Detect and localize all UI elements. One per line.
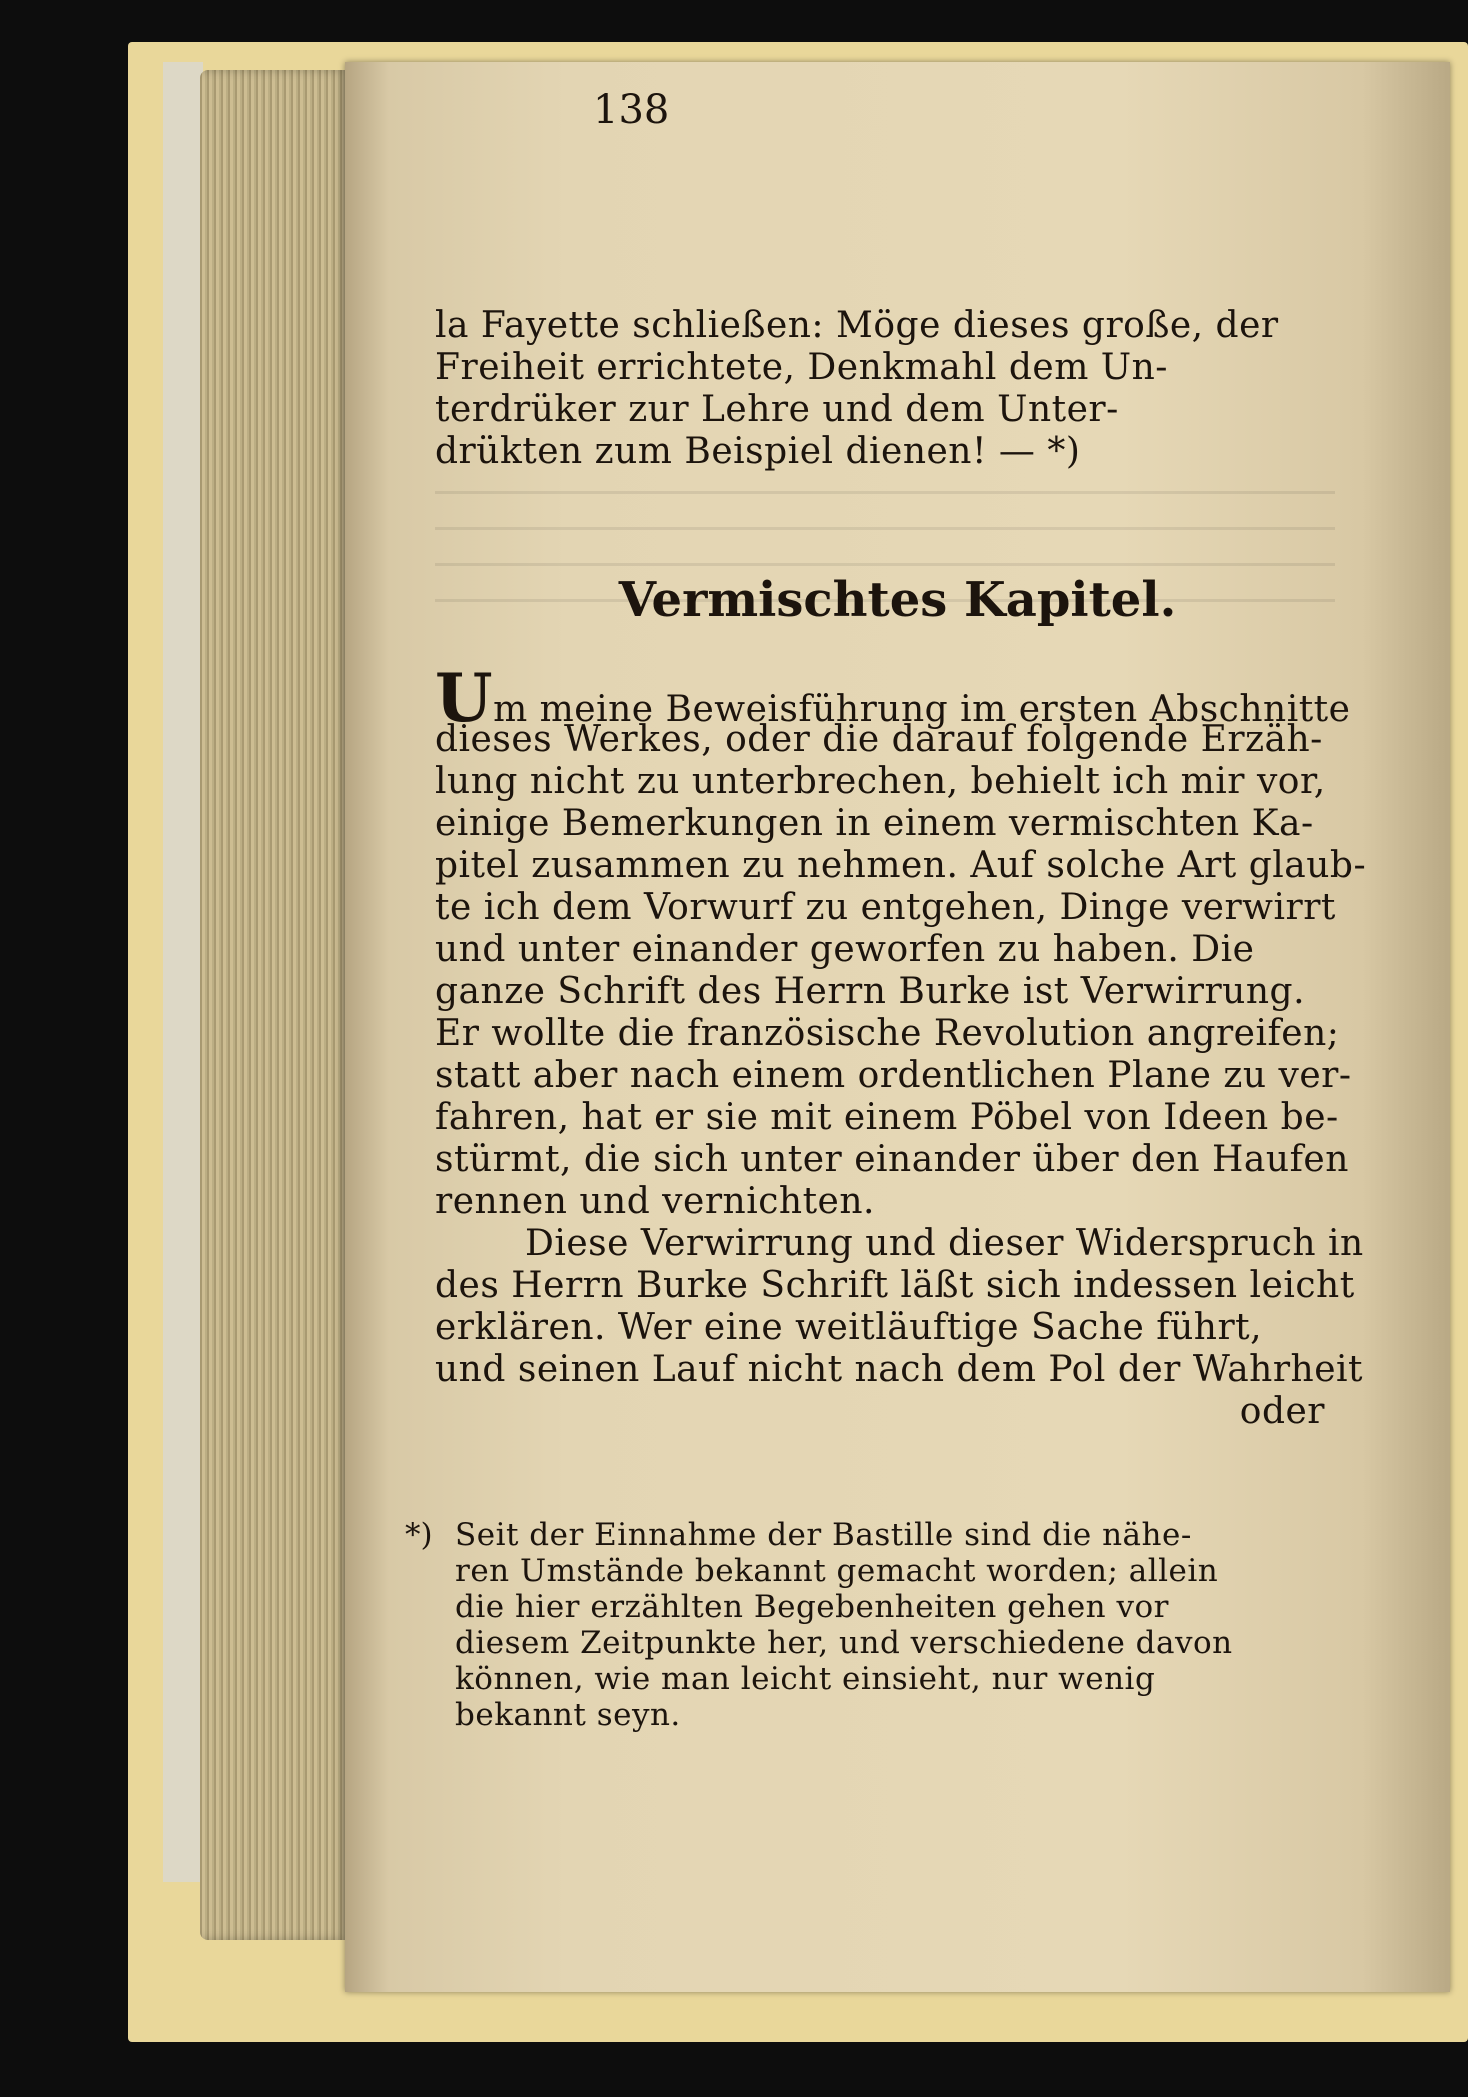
book-page bbox=[345, 62, 1450, 1992]
text-line: Diese Verwirrung und dieser Widerspruch in bbox=[525, 1223, 1364, 1264]
footnote-line: die hier erzählten Begebenheiten gehen vor bbox=[455, 1589, 1169, 1625]
footnote-line: ren Umstände bekannt gemacht worden; allein bbox=[455, 1553, 1219, 1589]
text-line: und seinen Lauf nicht nach dem Pol der Wahrheit bbox=[435, 1349, 1364, 1390]
body-text bbox=[435, 659, 1367, 1433]
text-line: Freiheit errichtete, Denkmahl dem Un- bbox=[435, 347, 1168, 388]
text-line: einige Bemerkungen in einem vermischten Ka- bbox=[435, 803, 1314, 844]
footnote-line: bekannt seyn. bbox=[455, 1697, 681, 1733]
footnote-mark: *) bbox=[405, 1517, 433, 1553]
text-line: terdrüker zur Lehre und dem Unter- bbox=[435, 389, 1119, 430]
text-line: dieses Werkes, oder die darauf folgende Erzäh- bbox=[435, 719, 1323, 760]
page-edges bbox=[200, 70, 350, 1940]
footnote bbox=[455, 1517, 1325, 1733]
board-liner bbox=[163, 62, 203, 1882]
page-number: 138 bbox=[593, 87, 670, 133]
text-line: stürmt, die sich unter einander über den Haufen bbox=[435, 1139, 1349, 1180]
text-line: erklären. Wer eine weitläuftige Sache führt, bbox=[435, 1307, 1263, 1348]
text-line: ganze Schrift des Herrn Burke ist Verwirrung. bbox=[435, 971, 1306, 1012]
footnote-line: Seit der Einnahme der Bastille sind die nähe- bbox=[455, 1517, 1192, 1553]
text-line: statt aber nach einem ordentlichen Plane zu ver- bbox=[435, 1055, 1352, 1096]
text-line: pitel zusammen zu nehmen. Auf solche Art glaub- bbox=[435, 845, 1367, 886]
text-line: lung nicht zu unterbrechen, behielt ich mir vor, bbox=[435, 761, 1326, 802]
text-line-rest: m meine Beweisführung im ersten Abschnitte bbox=[493, 689, 1351, 730]
footnote-line: diesem Zeitpunkte her, und verschiedene davon bbox=[455, 1625, 1233, 1661]
text-line: rennen und vernichten. bbox=[435, 1181, 875, 1222]
text-line: drükten zum Beispiel dienen! — *) bbox=[435, 431, 1081, 472]
chapter-heading: Vermischtes Kapitel. bbox=[618, 572, 1177, 628]
catchword: oder bbox=[1239, 1391, 1325, 1432]
text-line: te ich dem Vorwurf zu entgehen, Dinge verwirrt bbox=[435, 887, 1336, 928]
intro-paragraph bbox=[435, 305, 1325, 473]
drop-cap: U bbox=[435, 659, 494, 737]
text-line bbox=[435, 659, 1351, 737]
text-line: und unter einander geworfen zu haben. Die bbox=[435, 929, 1255, 970]
text-line: la Fayette schließen: Möge dieses große, der bbox=[435, 305, 1279, 346]
text-line: des Herrn Burke Schrift läßt sich indessen leicht bbox=[435, 1265, 1355, 1306]
text-line: Er wollte die französische Revolution angreifen; bbox=[435, 1013, 1340, 1054]
footnote-line: können, wie man leicht einsieht, nur wenig bbox=[455, 1661, 1156, 1697]
text-line: fahren, hat er sie mit einem Pöbel von Ideen be- bbox=[435, 1097, 1339, 1138]
